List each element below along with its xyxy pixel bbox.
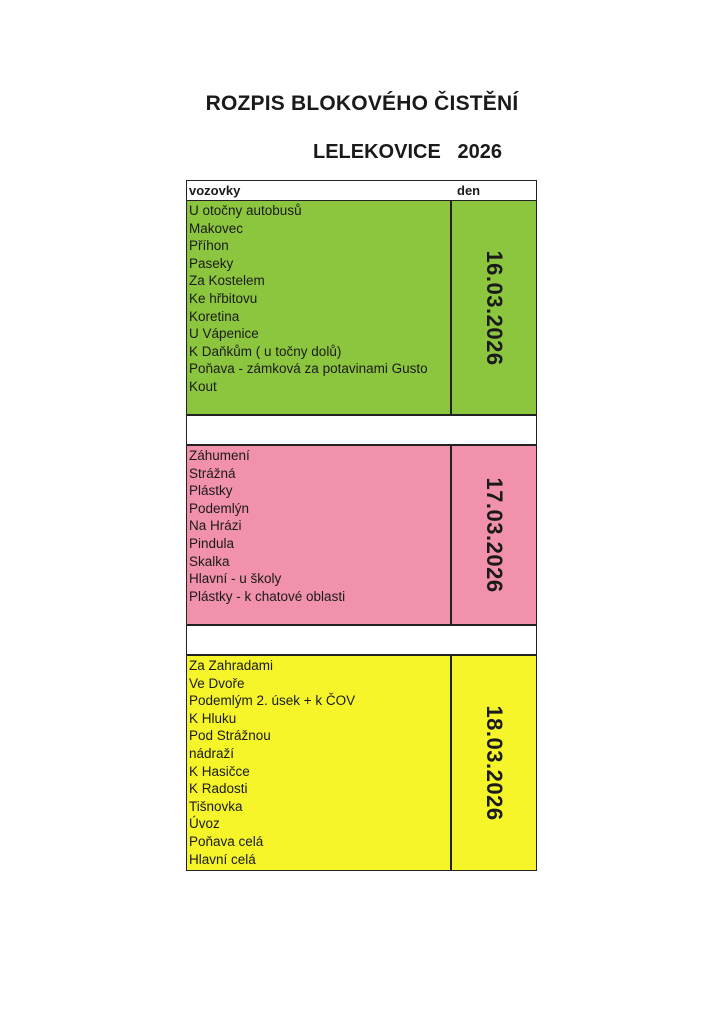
street-item: Makovec <box>189 220 244 236</box>
street-item: Ve Dvoře <box>189 675 245 691</box>
date-cell <box>452 655 537 871</box>
street-item: Poňava - zámková za potavinami Gusto <box>189 361 428 377</box>
street-item: Hlavní celá <box>189 851 256 867</box>
street-item: Ke hřbitovu <box>189 290 258 306</box>
street-item: Plástky - k chatové oblasti <box>189 588 346 604</box>
spacer-row <box>186 415 537 445</box>
street-item: Úvoz <box>189 816 220 832</box>
table-header <box>186 180 537 202</box>
street-item: U otočny autobusů <box>189 203 302 218</box>
street-item: Na Hrázi <box>189 518 242 534</box>
street-item: Pod Strážnou <box>189 728 271 744</box>
street-item: Hlavní - u školy <box>189 571 282 587</box>
street-item: Skalka <box>189 553 230 569</box>
header-date-label: den <box>457 183 481 198</box>
streets-cell <box>186 200 452 415</box>
street-item: Podemlým 2. úsek + k ČOV <box>189 693 356 709</box>
street-item: Pindula <box>189 535 235 551</box>
street-item: Kout <box>189 378 217 394</box>
street-item: Strážná <box>189 465 236 481</box>
date-cell <box>452 445 537 625</box>
page-title: ROZPIS BLOKOVÉHO ČISTĚNÍ <box>205 92 519 115</box>
date-label: 17.03.2026 <box>482 477 507 593</box>
street-item: Poňava celá <box>189 833 264 849</box>
schedule-table <box>186 180 537 871</box>
streets-cell <box>186 655 452 871</box>
schedule-block-2 <box>186 445 537 625</box>
streets-cell <box>186 445 452 625</box>
street-item: Za Zahradami <box>189 658 274 673</box>
street-item: Plástky <box>189 483 233 499</box>
street-item: Příhon <box>189 238 229 254</box>
street-item: Za Kostelem <box>189 273 265 289</box>
street-item: U Vápenice <box>189 326 259 342</box>
street-item: K Daňkům ( u točny dolů) <box>189 343 342 359</box>
date-label: 18.03.2026 <box>482 705 507 821</box>
spacer-row <box>186 625 537 655</box>
street-item: Podemlýn <box>189 500 250 516</box>
street-item: K Radosti <box>189 781 248 797</box>
date-cell <box>452 200 537 415</box>
street-item: Paseky <box>189 255 234 271</box>
page-subtitle: LELEKOVICE 2026 <box>313 141 502 163</box>
street-item: Tišnovka <box>189 798 243 814</box>
schedule-block-1 <box>186 200 537 415</box>
street-item: Koretina <box>189 308 240 324</box>
street-item: K Hluku <box>189 710 237 726</box>
street-item: Záhumení <box>189 448 250 463</box>
street-item: nádraží <box>189 745 235 761</box>
schedule-block-3 <box>186 655 537 871</box>
header-streets-label: vozovky <box>189 183 241 198</box>
street-item: K Hasičce <box>189 763 250 779</box>
date-label: 16.03.2026 <box>482 249 507 366</box>
